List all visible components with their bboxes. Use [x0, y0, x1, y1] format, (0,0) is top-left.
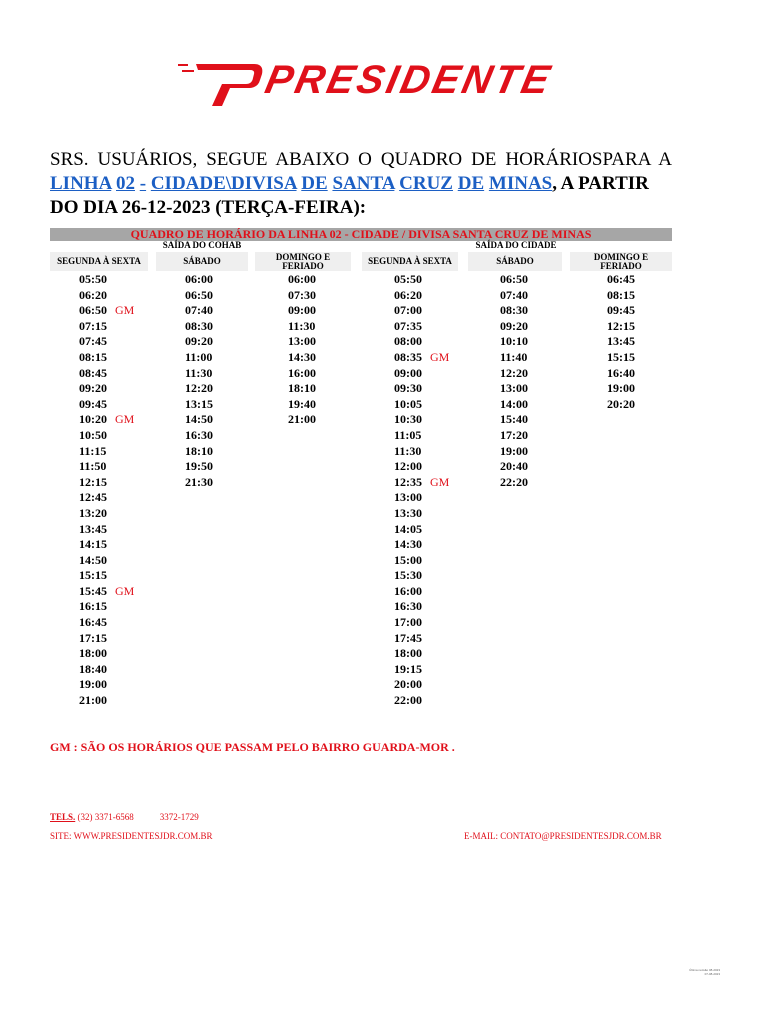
- time-cell: 08:45: [79, 365, 107, 380]
- time-cell: 05:50: [394, 272, 422, 286]
- time-cell: 12:15: [79, 474, 107, 489]
- time-cell: 19:15: [394, 661, 422, 676]
- column-cohab-saturday: [185, 272, 213, 490]
- time-cell: 11:30: [288, 318, 316, 333]
- time-cell: 08:35 GM: [394, 349, 450, 364]
- time-cell: 13:45: [79, 521, 107, 536]
- time-cell: 18:00: [394, 646, 422, 661]
- time-cell: 05:50: [79, 272, 107, 286]
- time-cell: 07:45: [79, 334, 107, 349]
- time-cell: 10:30: [394, 412, 422, 427]
- time-cell: 09:00: [394, 365, 422, 380]
- time-cell: 14:15: [79, 537, 107, 552]
- time-cell: 11:00: [185, 349, 213, 364]
- column-cidade-weekday: [394, 272, 449, 709]
- intro-paragraph: [50, 148, 672, 220]
- header-cidade-sunday: DOMINGO E FERIADO: [570, 252, 672, 271]
- time-cell: 16:30: [394, 599, 422, 614]
- time-cell: 09:20: [185, 334, 213, 349]
- time-cell: 06:50 GM: [79, 303, 135, 318]
- time-cell: 17:20: [500, 427, 528, 442]
- time-cell: 08:15: [607, 287, 635, 302]
- time-cell: 21:30: [185, 474, 213, 489]
- site-link[interactable]: SITE: WWW.PRESIDENTESJDR.COM.BR: [50, 831, 213, 841]
- time-cell: 13:00: [394, 490, 422, 505]
- time-cell: 12:20: [500, 365, 528, 380]
- time-cell: 21:00: [79, 693, 107, 708]
- time-cell: 08:15: [79, 349, 107, 364]
- time-cell: 09:20: [500, 318, 528, 333]
- group-cohab-label: SAÍDA DO COHAB: [162, 240, 242, 250]
- time-cell: 07:30: [288, 287, 316, 302]
- gm-marker: GM: [430, 474, 450, 489]
- time-cell: 14:50: [79, 552, 107, 567]
- phone-line: [50, 812, 199, 822]
- time-cell: 07:40: [500, 287, 528, 302]
- time-cell: 10:50: [79, 427, 107, 442]
- time-cell: 09:45: [607, 303, 635, 318]
- gm-marker: GM: [430, 349, 450, 364]
- time-cell: 13:00: [500, 381, 528, 396]
- time-cell: 12:20: [185, 381, 213, 396]
- time-cell: 09:00: [288, 303, 316, 318]
- link-02[interactable]: 02: [116, 173, 135, 194]
- group-cidade-label: SAÍDA DO CIDADE: [475, 240, 557, 250]
- time-cell: 17:15: [79, 630, 107, 645]
- time-cell: 10:10: [500, 334, 528, 349]
- time-cell: 22:20: [500, 474, 528, 489]
- logo-text: PRESIDENTE: [261, 58, 557, 102]
- time-cell: 19:50: [185, 459, 213, 474]
- time-cell: 11:05: [394, 427, 422, 442]
- time-cell: 16:15: [79, 599, 107, 614]
- time-cell: 06:00: [288, 272, 316, 286]
- time-cell: 09:45: [79, 396, 107, 411]
- time-cell: 13:30: [394, 505, 422, 520]
- time-cell: 11:15: [79, 443, 107, 458]
- time-cell: 10:05: [394, 396, 422, 411]
- time-cell: 18:10: [185, 443, 213, 458]
- time-cell: 16:40: [607, 365, 635, 380]
- time-cell: 19:00: [500, 443, 528, 458]
- tels-label: TELS.: [50, 812, 76, 822]
- time-cell: 06:45: [607, 272, 635, 286]
- time-cell: 12:15: [607, 318, 635, 333]
- link-de-2[interactable]: DE: [457, 173, 485, 194]
- phone-1: (32) 3371-6568: [75, 812, 134, 822]
- column-cidade-saturday: [500, 272, 528, 490]
- header-cidade-weekday: SEGUNDA À SEXTA: [362, 252, 458, 271]
- time-cell: 19:00: [607, 381, 635, 396]
- time-cell: 20:20: [607, 396, 635, 411]
- intro-tail: , A PARTIR: [552, 173, 649, 194]
- phone-2: 3372-1729: [159, 812, 199, 822]
- intro-line-3: DO DIA 26-12-2023 (TERÇA-FEIRA):: [50, 197, 367, 218]
- column-cohab-sunday: [288, 272, 316, 428]
- time-cell: 16:00: [394, 583, 422, 598]
- time-cell: 18:40: [79, 661, 107, 676]
- time-cell: 09:20: [79, 381, 107, 396]
- time-cell: 16:00: [288, 365, 316, 380]
- time-cell: 06:50: [500, 272, 528, 286]
- link-sep[interactable]: -: [139, 173, 147, 194]
- gm-note: GM : SÃO OS HORÁRIOS QUE PASSAM PELO BAIRRO GUARDA-MOR .: [50, 740, 455, 754]
- time-cell: 13:45: [607, 334, 635, 349]
- time-cell: 16:30: [185, 427, 213, 442]
- time-cell: 14:50: [185, 412, 213, 427]
- time-cell: 06:50: [185, 287, 213, 302]
- column-cidade-sunday: [607, 272, 635, 412]
- time-cell: 11:50: [79, 459, 107, 474]
- time-cell: 10:20 GM: [79, 412, 135, 427]
- logo-mark-icon: [178, 56, 268, 108]
- revision-footnote: Última revisão 08-2023 07-08-2023: [689, 968, 720, 976]
- time-cell: 17:45: [394, 630, 422, 645]
- time-cell: 18:10: [288, 381, 316, 396]
- link-cidade-divisa[interactable]: CIDADE\DIVISA: [150, 173, 297, 194]
- time-cell: 22:00: [394, 693, 422, 708]
- gm-marker: GM: [115, 303, 135, 318]
- column-cohab-weekday: [79, 272, 134, 709]
- time-cell: 21:00: [288, 412, 316, 427]
- time-cell: 14:30: [288, 349, 316, 364]
- time-cell: 16:45: [79, 615, 107, 630]
- time-cell: 12:35 GM: [394, 474, 450, 489]
- link-de[interactable]: DE: [301, 173, 328, 194]
- time-cell: 19:00: [79, 677, 107, 692]
- gm-marker: GM: [115, 583, 135, 598]
- time-cell: 15:15: [607, 349, 635, 364]
- time-cell: 06:20: [79, 287, 107, 302]
- time-cell: 17:00: [394, 615, 422, 630]
- time-cell: 11:40: [500, 349, 528, 364]
- time-cell: 15:15: [79, 568, 107, 583]
- time-cell: 11:30: [185, 365, 213, 380]
- time-cell: 12:45: [79, 490, 107, 505]
- time-cell: 12:00: [394, 459, 422, 474]
- time-cell: 15:30: [394, 568, 422, 583]
- link-linha[interactable]: LINHA: [50, 173, 112, 194]
- table-title: QUADRO DE HORÁRIO DA LINHA 02 - CIDADE / DIVISA SANTA CRUZ DE MINAS: [50, 228, 672, 241]
- time-cell: 07:35: [394, 318, 422, 333]
- intro-line-2: [50, 172, 672, 196]
- time-cell: 07:40: [185, 303, 213, 318]
- time-cell: 11:30: [394, 443, 422, 458]
- time-cell: 06:00: [185, 272, 213, 286]
- time-cell: 15:00: [394, 552, 422, 567]
- link-minas[interactable]: MINAS: [488, 173, 553, 194]
- time-cell: 06:20: [394, 287, 422, 302]
- link-santa[interactable]: SANTA: [332, 173, 395, 194]
- time-cell: 08:30: [500, 303, 528, 318]
- time-cell: 08:30: [185, 318, 213, 333]
- header-cidade-saturday: SÁBADO: [468, 252, 562, 271]
- gm-marker: GM: [115, 412, 135, 427]
- time-cell: 15:45 GM: [79, 583, 135, 598]
- time-cell: 13:15: [185, 396, 213, 411]
- presidente-logo: [178, 56, 588, 108]
- header-cohab-weekday: SEGUNDA À SEXTA: [50, 252, 148, 271]
- email-link[interactable]: E-MAIL: CONTATO@PRESIDENTESJDR.COM.BR: [464, 831, 662, 841]
- intro-line-1: SRS. USUÁRIOS, SEGUE ABAIXO O QUADRO DE HORÁRIOSPARA A: [50, 149, 672, 170]
- time-cell: 14:00: [500, 396, 528, 411]
- time-cell: 20:00: [394, 677, 422, 692]
- time-cell: 07:00: [394, 303, 422, 318]
- time-cell: 14:05: [394, 521, 422, 536]
- header-cohab-sunday: DOMINGO E FERIADO: [255, 252, 351, 271]
- time-cell: 13:00: [288, 334, 316, 349]
- time-cell: 13:20: [79, 505, 107, 520]
- time-cell: 20:40: [500, 459, 528, 474]
- time-cell: 19:40: [288, 396, 316, 411]
- time-cell: 08:00: [394, 334, 422, 349]
- header-cohab-saturday: SÁBADO: [156, 252, 248, 271]
- time-cell: 09:30: [394, 381, 422, 396]
- time-cell: 15:40: [500, 412, 528, 427]
- time-cell: 07:15: [79, 318, 107, 333]
- time-cell: 14:30: [394, 537, 422, 552]
- time-cell: 18:00: [79, 646, 107, 661]
- link-cruz[interactable]: CRUZ: [399, 173, 453, 194]
